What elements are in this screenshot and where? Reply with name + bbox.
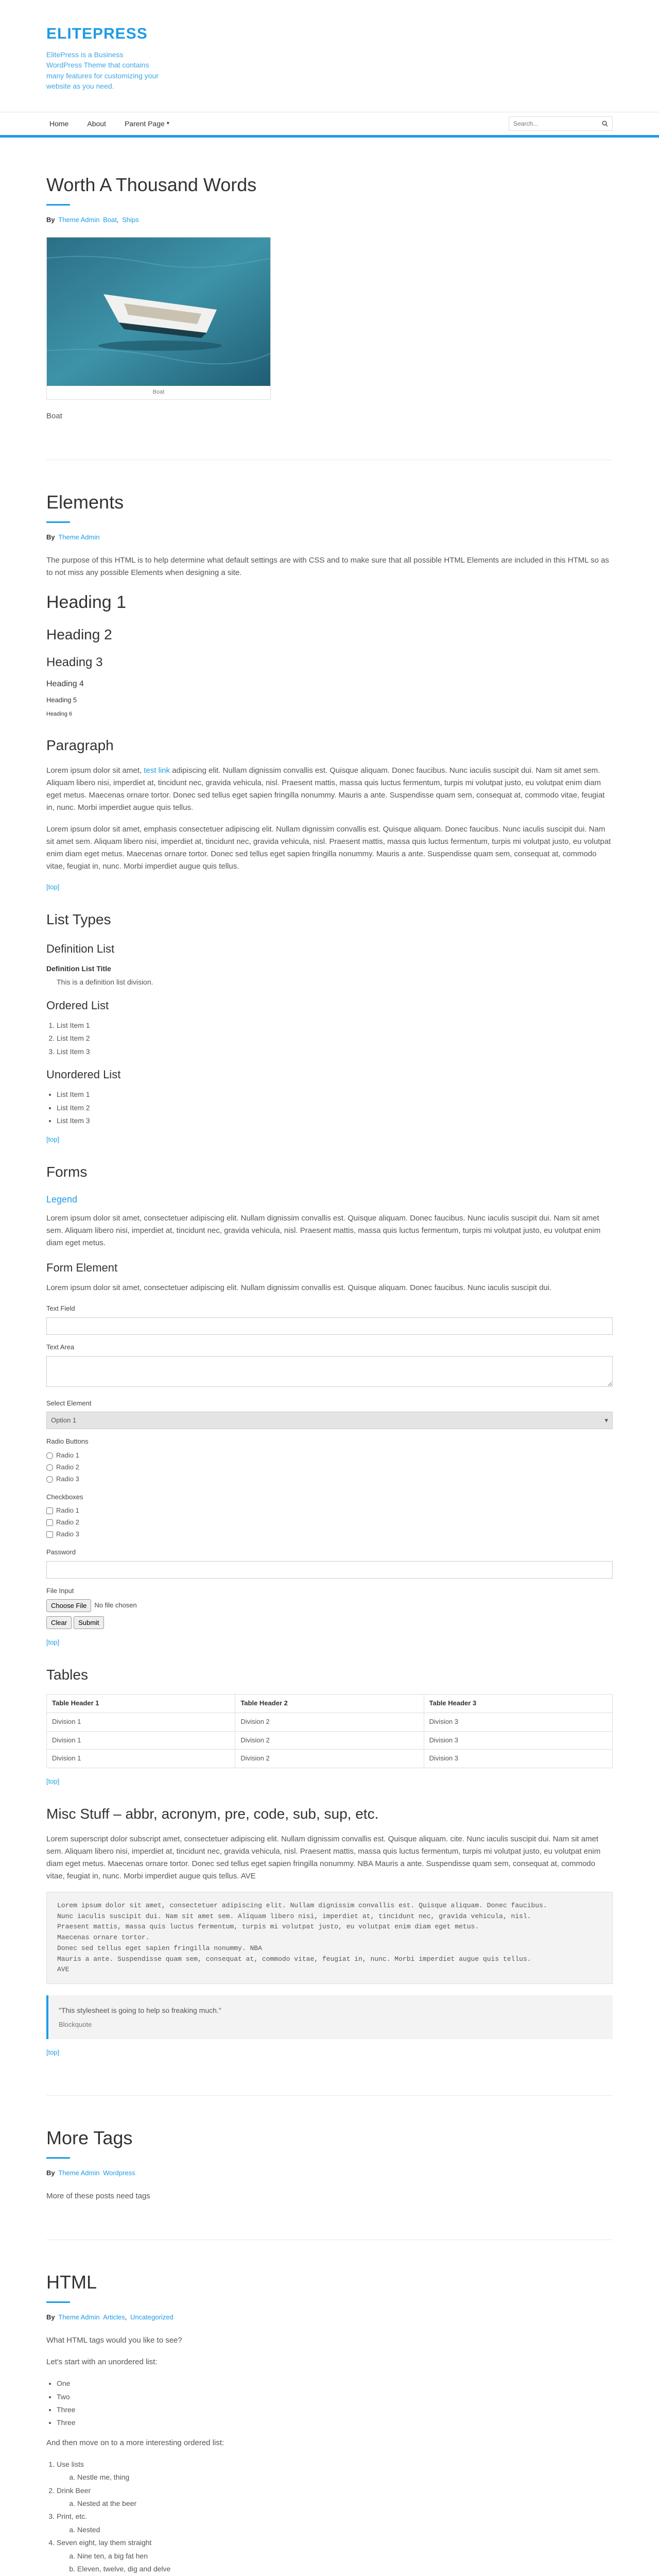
select-value: Option 1 (51, 1416, 77, 1424)
nested-item: b. Eleven, twelve, dig and delve (77, 2563, 613, 2574)
select-dropdown[interactable] (46, 1412, 613, 1429)
tag-link[interactable]: Ships (122, 216, 139, 224)
test-link[interactable]: test link (144, 766, 170, 775)
nested-item: a. Nestle me, thing (77, 2471, 613, 2483)
option-label: Radio 3 (56, 1530, 79, 1538)
title-underline (46, 2157, 70, 2159)
radio-option (46, 1474, 613, 1485)
nested-item: a. Nine ten, a big fat hen (77, 2550, 613, 2562)
author-link[interactable]: Theme Admin (58, 2169, 100, 2177)
author-link[interactable]: Theme Admin (58, 533, 100, 541)
submit-button[interactable]: Submit (74, 1616, 103, 1629)
site-header (0, 0, 659, 112)
site-description: ElitePress is a Business WordPress Theme that contains many features for customizing your website as you need. (46, 50, 159, 90)
post-html (46, 2271, 613, 2576)
paragraph-2: Lorem ipsum dolor sit amet, emphasis consectetuer adipiscing elit. Nullam dignissim convallis est. Quisque aliquam. Donec faucibus. Nunc iaculis suscipit dui. Nam sit amet sem. Aliquam libero nisi, imperdiet at, tincidunt nec, gravida vehicula, nisl. Praesent mattis, massa quis luctus fermentum, turpis mi volutpat justo, eu volutpat enim diam eget metus. Maecenas ornare tortor. Donec sed tellus eget sapien fringilla nonummy. Mauris a ante. Suspendisse quam sem, consequat at, commodo vitae, feugiat in, nunc. Morbi imperdiet augue quis tellus. (46, 825, 611, 871)
author-link[interactable]: Theme Admin (58, 2313, 100, 2321)
ordered-list (46, 2459, 613, 2576)
nested-item: a. Nested at the beer (77, 2498, 613, 2509)
title-underline (46, 204, 70, 206)
intro-ordered: And then move on to a more interesting ordered list: (46, 2438, 224, 2447)
option-label: Radio 2 (56, 1518, 79, 1527)
heading-5: Heading 5 (46, 696, 77, 704)
radio-input[interactable] (46, 1464, 53, 1471)
image-figure (46, 237, 271, 400)
unordered-list-heading: Unordered List (46, 1068, 121, 1081)
heading-6: Heading 6 (46, 710, 73, 717)
intro-text: The purpose of this HTML is to help determine what default settings are with CSS and to make sure that all possible HTML Elements are included in this HTML so as to not miss any possible Elements when designing a site. (46, 555, 610, 577)
intro-unordered: Let's start with an unordered list: (46, 2358, 158, 2367)
item-text: Seven eight, lay them straight (57, 2538, 152, 2547)
form-element-heading: Form Element (46, 1261, 118, 1274)
ordered-list-heading: Ordered List (46, 998, 109, 1012)
list-item: 1. List Item 1 (57, 1020, 613, 1031)
table-cell: Division 2 (235, 1731, 424, 1750)
checkbox-option (46, 1529, 613, 1540)
option-label: Radio 3 (56, 1475, 79, 1483)
checkbox-option (46, 1505, 613, 1516)
data-table (46, 1694, 613, 1768)
table-cell: Division 3 (424, 1750, 612, 1768)
legend-text: Lorem ipsum dolor sit amet, consectetuer adipiscing elit. Nullam dignissim convallis est. Quisque aliquam. Donec faucibus. Nunc iaculis suscipit dui. Nam sit amet sem. Aliquam libero nisi, imperdiet at, tincidunt nec, gravida vehicula, nisl. Praesent mattis, massa quis luctus fermentum, turpis mi volutpat justo, eu volutpat enim diam eget metus. (46, 1213, 601, 1247)
top-link[interactable]: [top] (46, 1136, 60, 1144)
checkbox-input[interactable] (46, 1519, 53, 1526)
post-title[interactable]: Elements (46, 491, 124, 513)
table-row (47, 1750, 613, 1768)
author-link[interactable]: Theme Admin (58, 216, 100, 224)
search-input[interactable] (509, 117, 598, 130)
boat-photo[interactable] (47, 238, 270, 386)
meta-by: By (46, 2313, 55, 2321)
quote-cite: Blockquote (59, 2020, 92, 2028)
list-item (57, 2511, 613, 2535)
radio-input[interactable] (46, 1476, 53, 1483)
table-row (47, 1713, 613, 1731)
table-cell: Division 2 (235, 1750, 424, 1768)
content (0, 138, 659, 2576)
chevron-down-icon: ▾ (166, 121, 169, 127)
heading-2: Heading 2 (46, 626, 112, 643)
text: Lorem ipsum dolor sit amet, (46, 766, 142, 775)
definition-description: This is a definition list division. (57, 978, 153, 987)
radio-option (46, 1462, 613, 1473)
post-meta: By Theme Admin Boat, Ships (46, 216, 139, 224)
menu-item-label: About (87, 119, 106, 128)
nested-item: a. Nested (77, 2524, 613, 2535)
paragraph-1 (46, 765, 613, 814)
list-item: • List Item 3 (57, 1115, 613, 1126)
section-misc: Misc Stuff – abbr, acronym, pre, code, sub, sup, etc. (46, 1805, 379, 1822)
checkbox-input[interactable] (46, 1507, 53, 1514)
menu-item-parent-page[interactable] (125, 118, 169, 129)
misc-text: Lorem superscript dolor subscript amet, consectetuer adipiscing elit. Nullam dignissim convallis est. Quisque aliquam. cite. Nunc iaculis suscipit dui. Nam sit amet sem. Aliquam libero nisi, imperdiet at, tincidunt nec, gravida vehicula, nisl. Praesent mattis, massa quis luctus fermentum, turpis mi volutpat justo, eu volutpat enim diam eget metus. Maecenas ornare tortor. Donec sed tellus eget sapien fringilla nonummy. NBA Mauris a ante. Suspendisse quam sem, consequat at, commodo vitae, feugiat in, nunc. Morbi imperdiet augue quis tellus. AVE (46, 1834, 601, 1880)
menu (49, 118, 188, 129)
item-text: Print, etc. (57, 2512, 88, 2521)
radio-label: Radio Buttons (46, 1437, 89, 1446)
table-cell: Division 2 (235, 1713, 424, 1731)
text-field-input[interactable] (46, 1317, 613, 1335)
table-cell: Division 3 (424, 1731, 612, 1750)
post-title[interactable]: More Tags (46, 2127, 133, 2149)
option-label: Radio 1 (56, 1506, 79, 1515)
main-navigation (0, 112, 659, 138)
password-label: Password (46, 1548, 76, 1556)
top-link[interactable]: [top] (46, 1638, 60, 1647)
form-buttons (46, 1616, 613, 1629)
post-worth-a-thousand-words (46, 174, 613, 460)
checkbox-label: Checkboxes (46, 1493, 83, 1501)
list-item: • List Item 1 (57, 1089, 613, 1100)
unordered-list (46, 2378, 613, 2429)
title-underline (46, 521, 70, 523)
choose-file-button[interactable]: Choose File (46, 1599, 91, 1612)
post-more-tags (46, 2127, 613, 2240)
table-row (47, 1731, 613, 1750)
tag-link[interactable]: Uncategorized (130, 2313, 174, 2321)
menu-item-label: Home (49, 119, 69, 128)
post-elements (46, 491, 613, 2096)
definition-list-heading: Definition List (46, 942, 115, 955)
table-header: Table Header 3 (424, 1694, 612, 1713)
table-header: Table Header 2 (235, 1694, 424, 1713)
menu-item-about[interactable] (87, 118, 106, 129)
top-link[interactable]: [top] (46, 2048, 60, 2057)
category-link[interactable]: Boat (103, 216, 117, 224)
top-link[interactable]: [top] (46, 883, 60, 891)
search-icon (602, 121, 608, 127)
heading-3: Heading 3 (46, 655, 103, 669)
table-cell: Division 1 (47, 1731, 235, 1750)
radio-option (46, 1450, 613, 1461)
table-header-row (47, 1694, 613, 1713)
table-cell: Division 3 (424, 1713, 612, 1731)
post-body: Boat (46, 411, 62, 420)
list-item: • Three (57, 2417, 613, 2428)
top-link[interactable]: [top] (46, 1777, 60, 1786)
post-meta (46, 532, 613, 543)
option-label: Radio 2 (56, 1463, 79, 1471)
table-header: Table Header 1 (47, 1694, 235, 1713)
meta-by: By (46, 2169, 55, 2177)
checkbox-option (46, 1517, 613, 1528)
file-status: No file chosen (94, 1601, 137, 1609)
form-element-text: Lorem ipsum dolor sit amet, consectetuer adipiscing elit. Nullam dignissim convallis est. Quisque aliquam. Donec faucibus. Nunc iaculis suscipit dui. (46, 1283, 552, 1292)
definition-title: Definition List Title (46, 964, 111, 973)
file-input (46, 1599, 613, 1612)
list-item: • One (57, 2378, 613, 2389)
checkbox-input[interactable] (46, 1531, 53, 1538)
post-title[interactable]: HTML (46, 2272, 97, 2293)
table-cell: Division 1 (47, 1750, 235, 1768)
table-cell: Division 1 (47, 1713, 235, 1731)
list-item: 3. List Item 3 (57, 1046, 613, 1057)
title-underline (46, 2301, 70, 2303)
item-text: Drink Beer (57, 2486, 91, 2495)
heading-4: Heading 4 (46, 680, 84, 689)
menu-item-home[interactable] (49, 118, 68, 129)
section-list-types: List Types (46, 911, 111, 927)
post-title[interactable]: Worth A Thousand Words (46, 174, 257, 196)
menu-item-label: Parent Page (124, 119, 165, 128)
option-label: Radio 1 (56, 1451, 79, 1460)
list-item (57, 2459, 613, 2483)
list-item: 2. List Item 2 (57, 1032, 613, 1044)
text: adipiscing elit. Nullam dignissim convallis est. Quisque aliquam. Donec faucibus. Nunc iaculis suscipit dui. Nam sit amet sem. Aliquam libero nisi, imperdiet at, tincidunt nec, gravida vehicula, nisl. Praesent mattis, massa quis luctus fermentum, turpis mi volutpat justo, eu volutpat enim diam eget metus. Maecenas ornare tortor. Donec sed tellus eget sapien fringilla nonummy. Mauris a ante. Suspendisse quam sem, consequat at, commodo vitae, feugiat in, nunc. Morbi imperdiet augue quis tellus. (46, 766, 605, 812)
list-item (57, 2537, 613, 2576)
section-forms: Forms (46, 1164, 88, 1180)
meta-by: By (46, 216, 55, 224)
post-meta (46, 2168, 613, 2179)
text-area-label: Text Area (46, 1343, 75, 1351)
blockquote (46, 1995, 613, 2039)
image-caption: Boat (152, 389, 165, 396)
meta-by: By (46, 533, 55, 541)
list-item: • List Item 2 (57, 1102, 613, 1113)
search-button[interactable] (598, 117, 612, 130)
password-input[interactable] (46, 1561, 613, 1579)
heading-1: Heading 1 (46, 592, 127, 612)
item-text: Use lists (57, 2460, 84, 2468)
category-link[interactable]: Articles (103, 2313, 125, 2321)
section-paragraph: Paragraph (46, 737, 114, 754)
clear-button[interactable]: Clear (46, 1616, 72, 1629)
site-title[interactable]: ELITEPRESS (46, 25, 148, 42)
question-text: What HTML tags would you like to see? (46, 2336, 182, 2345)
unordered-list (46, 1089, 613, 1126)
category-link[interactable]: Wordpress (103, 2169, 135, 2177)
ordered-list (46, 1020, 613, 1057)
file-input-label: File Input (46, 1586, 74, 1595)
radio-input[interactable] (46, 1452, 53, 1459)
section-tables: Tables (46, 1667, 88, 1683)
list-item: • Three (57, 2404, 613, 2415)
select-label: Select Element (46, 1399, 92, 1407)
list-item: • Two (57, 2391, 613, 2402)
post-body: More of these posts need tags (46, 2192, 150, 2201)
text-area-input[interactable] (46, 1356, 613, 1387)
preformatted-block: Lorem ipsum dolor sit amet, consectetuer adipiscing elit. Nullam dignissim convallis est. Quisque aliquam. Donec faucibus. Nunc iaculis suscipit dui. Nam sit amet sem. Aliquam libero nisi, imperdiet at, tincidunt nec, gravida vehicula, nisl. Praesent mattis, massa quis luctus fermentum, turpis mi volutpat justo, eu volutpat enim diam eget metus. Maecenas ornare tortor. Donec sed tellus eget sapien fringilla nonummy. NBA Mauris a ante. Suspendisse quam sem, consequat at, commodo vitae, feugiat in, nunc. Morbi imperdiet augue quis tellus. AVE (46, 1892, 613, 1985)
search-form (509, 116, 613, 131)
post-meta: By Theme Admin Articles, Uncategorized (46, 2313, 174, 2321)
text-field-label: Text Field (46, 1304, 75, 1312)
chevron-down-icon: ▾ (604, 1416, 608, 1424)
legend: Legend (46, 1194, 78, 1205)
quote-text: "This stylesheet is going to help so freaking much." (59, 2006, 221, 2015)
list-item (57, 2485, 613, 2510)
